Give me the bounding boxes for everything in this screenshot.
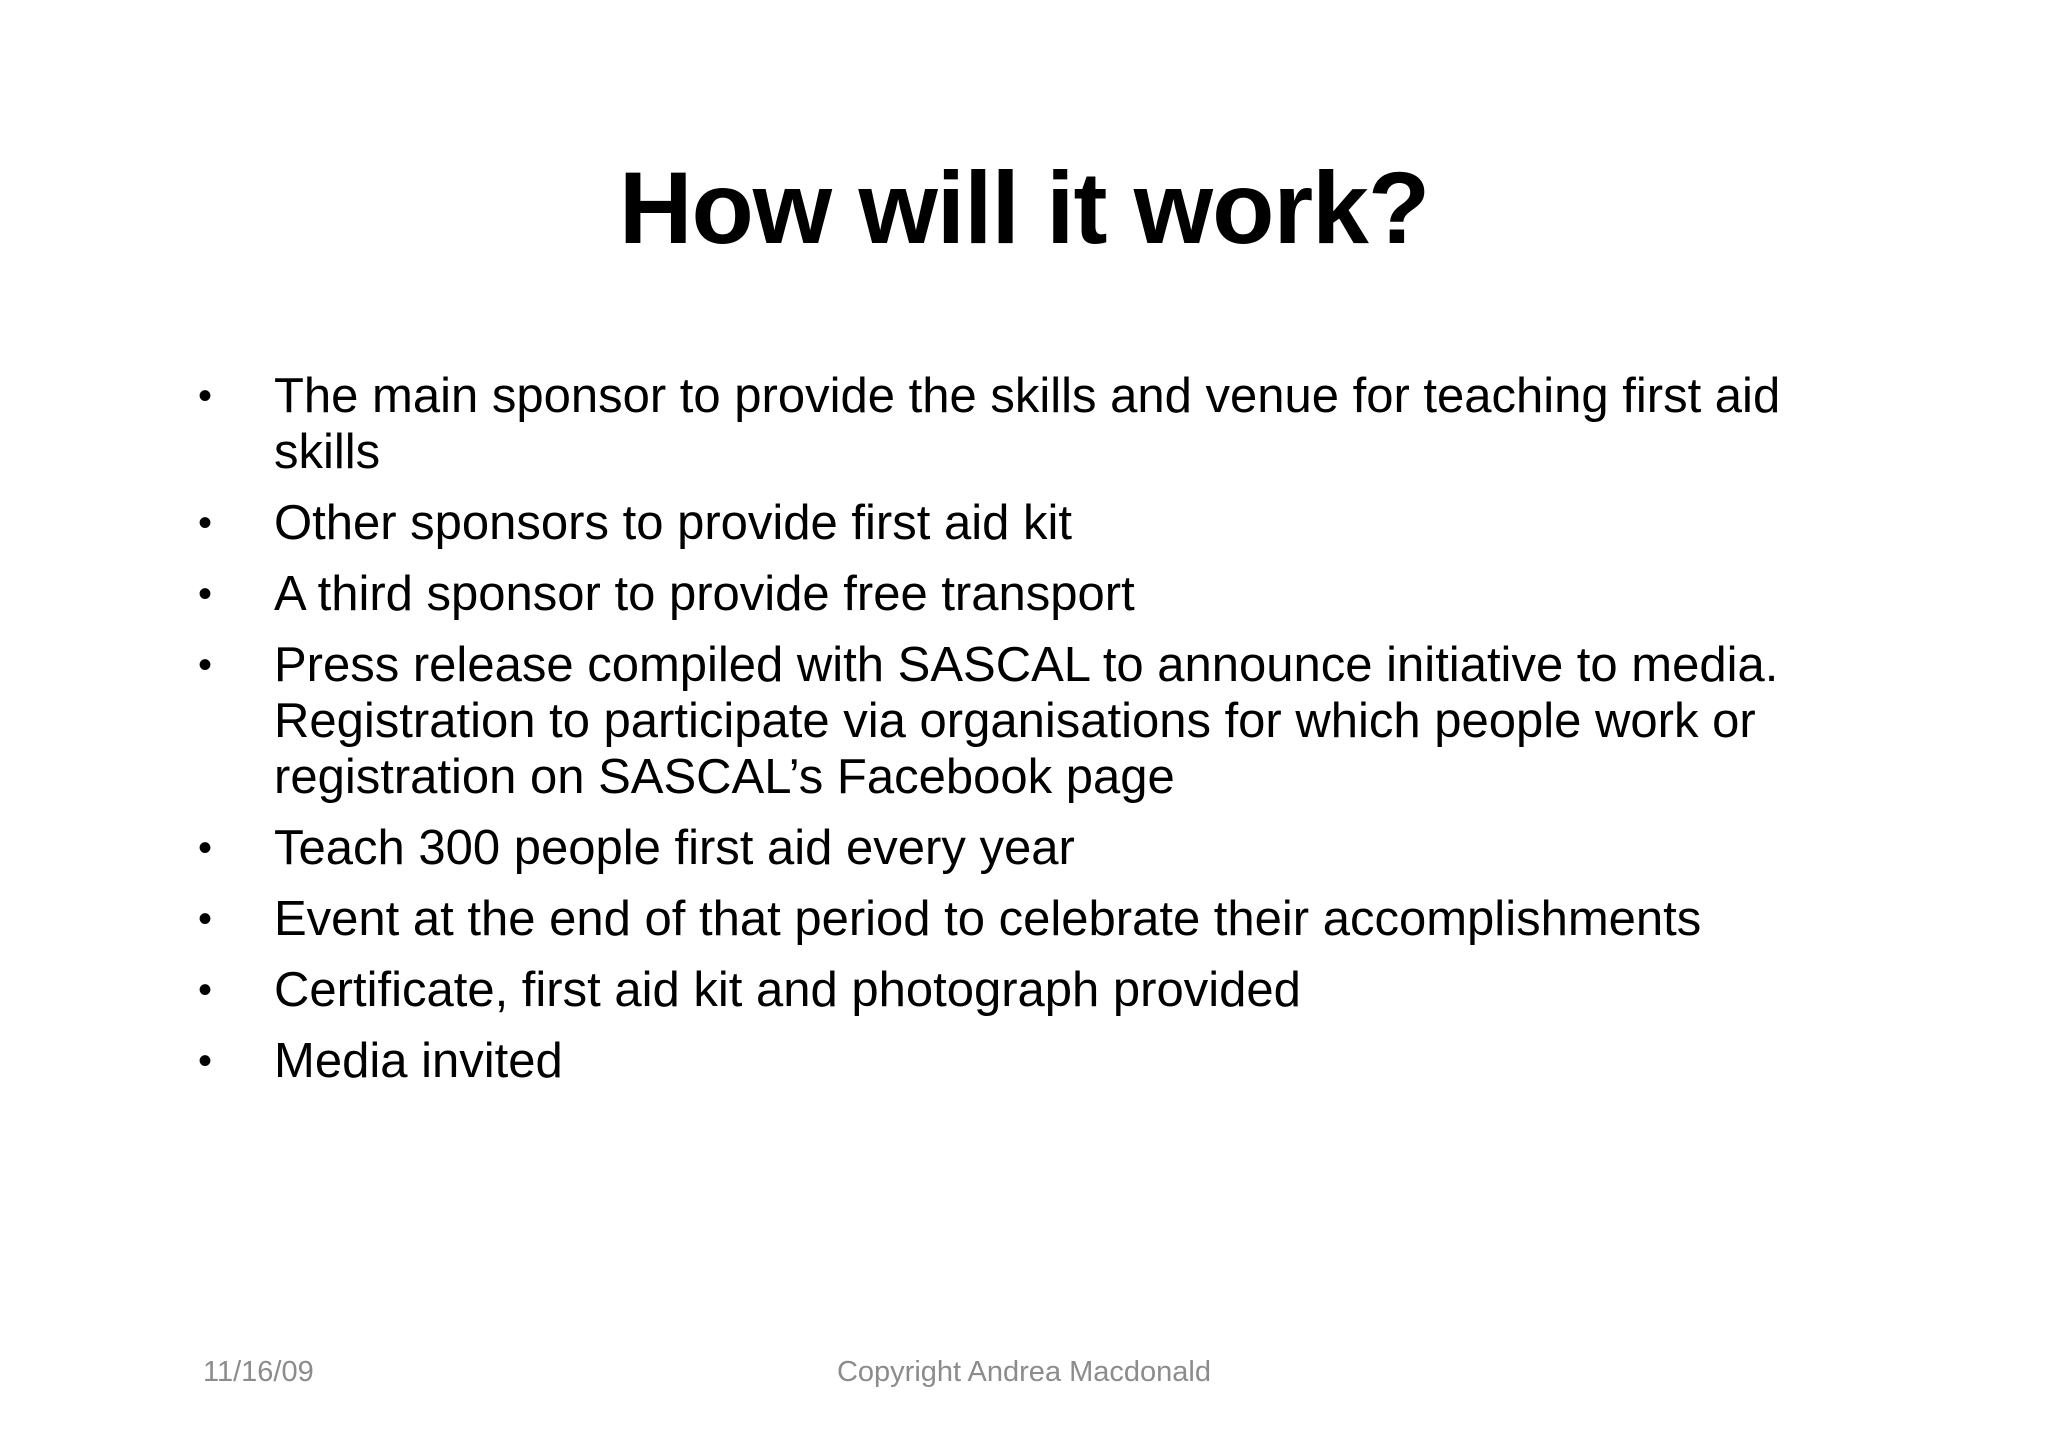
bullet-dot-icon: • [198, 572, 213, 616]
bullet-item [198, 368, 1878, 480]
bullet-item [198, 637, 1878, 805]
footer-date: 11/16/09 [203, 1356, 314, 1388]
bullet-item [198, 566, 1878, 622]
bullet-text: Other sponsors to provide first aid kit [274, 496, 1072, 550]
bullet-dot-icon: • [198, 643, 213, 687]
bullet-item [198, 495, 1878, 551]
bullet-dot-icon: • [198, 826, 213, 870]
bullet-text: Media invited [274, 1034, 563, 1088]
slide-title: How will it work? [618, 151, 1430, 265]
footer-copyright: Copyright Andrea Macdonald [836, 1356, 1211, 1388]
bullet-dot-icon: • [198, 897, 213, 941]
bullet-text: A third sponsor to provide free transport [274, 567, 1135, 621]
bullet-item [198, 891, 1878, 947]
bullet-item [198, 820, 1878, 876]
bullet-dot-icon: • [198, 968, 213, 1012]
bullet-dot-icon: • [198, 374, 213, 418]
bullet-text: Event at the end of that period to celebrate their accomplishments [274, 892, 1702, 946]
bullet-item [198, 1033, 1878, 1089]
bullet-text: Teach 300 people first aid every year [274, 821, 1075, 875]
bullet-text: Certificate, first aid kit and photograph provided [274, 963, 1301, 1017]
bullet-dot-icon: • [198, 501, 213, 545]
bullet-dot-icon: • [198, 1039, 213, 1083]
bullet-text: Press release compiled with SASCAL to announce initiative to media. Registration to participate via organisations for which people work or registration on SASCAL’s Facebook page [274, 638, 1779, 804]
bullet-item [198, 962, 1878, 1018]
bullet-text: The main sponsor to provide the skills and venue for teaching first aid skills [274, 369, 1781, 479]
bullet-list [198, 368, 1878, 1104]
